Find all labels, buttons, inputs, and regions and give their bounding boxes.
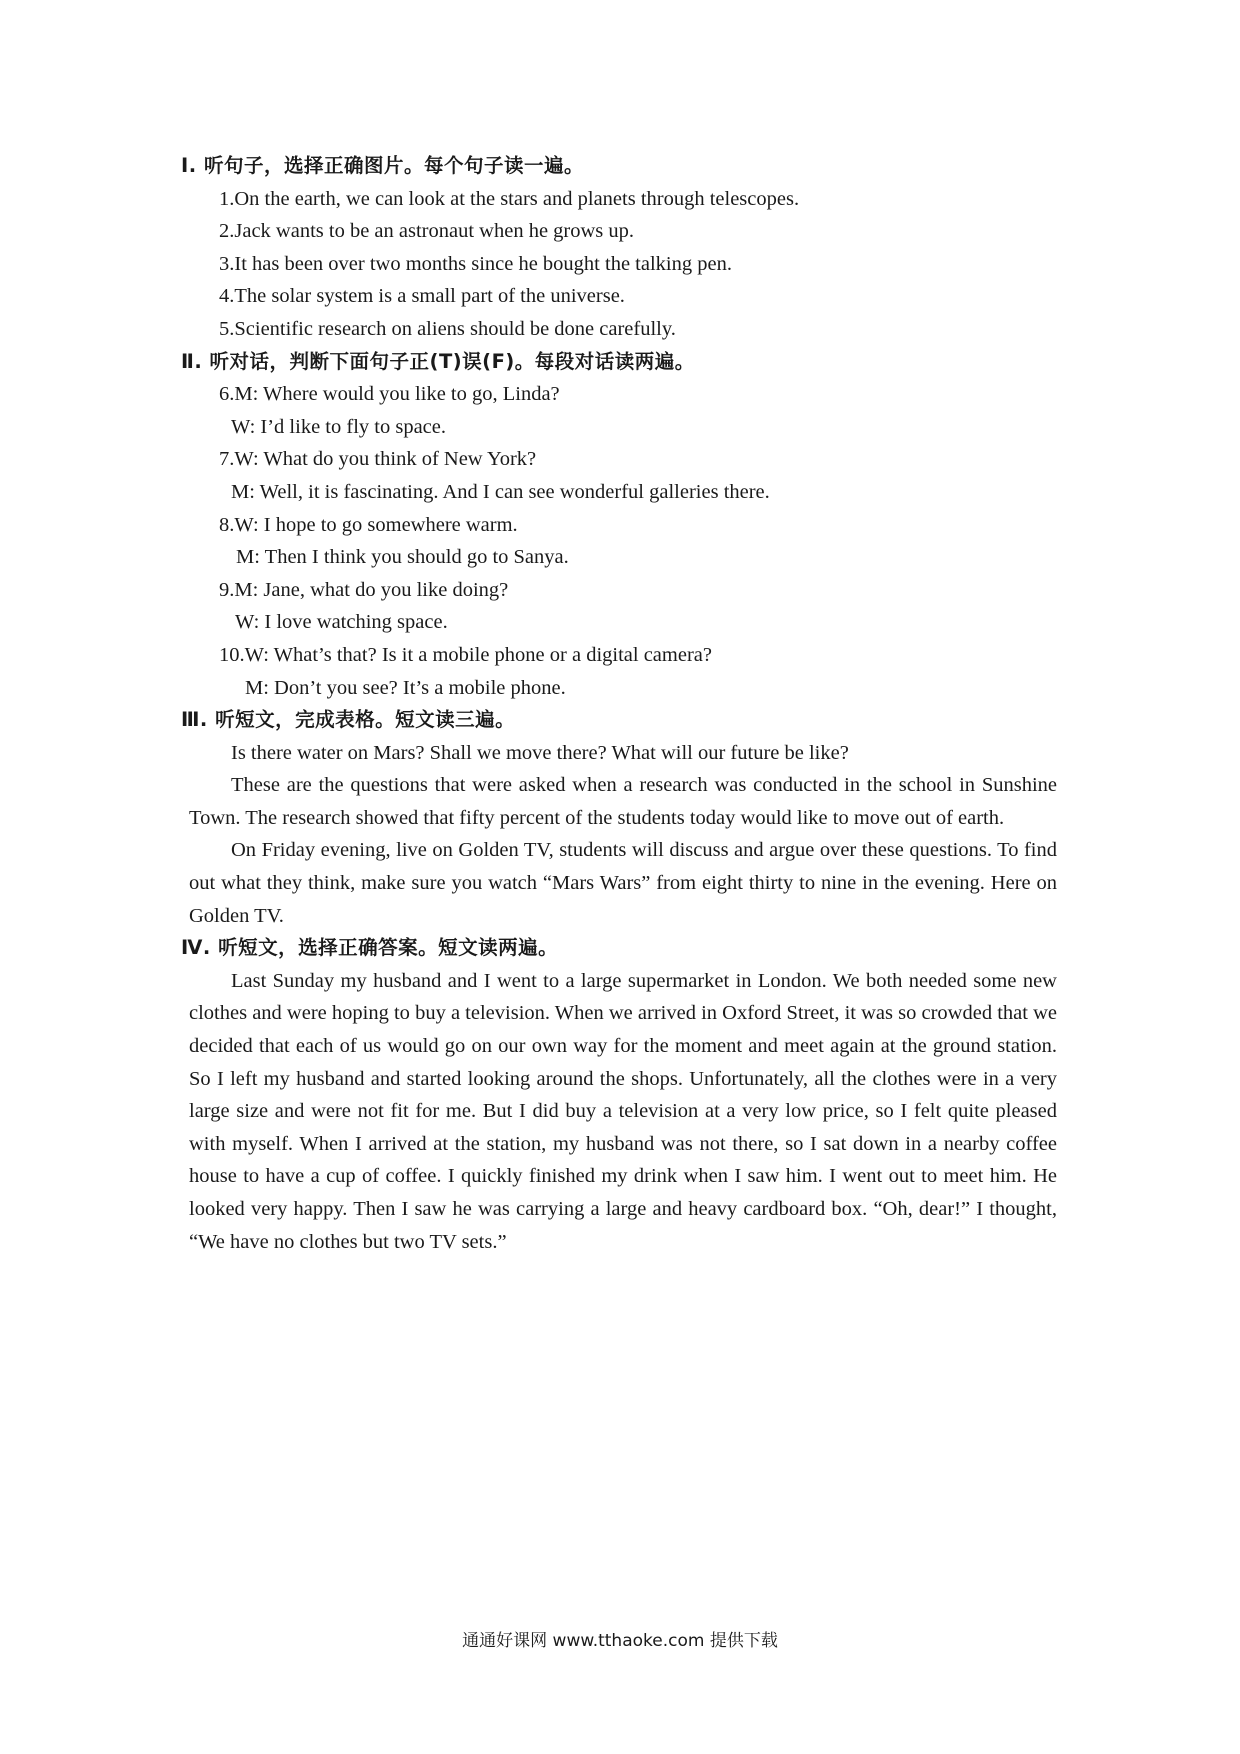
sentence-item-3: 3.It has been over two months since he bought the talking pen.: [219, 252, 732, 275]
dialogue-6-line-1: 6.M: Where would you like to go, Linda?: [219, 383, 560, 406]
dialogue-7-line-2: M: Well, it is fascinating. And I can see wonderful galleries there.: [231, 480, 770, 503]
passage-4-paragraph-1: Last Sunday my husband and I went to a large supermarket in London. We both needed some new clothes and were hoping to buy a television. When we arrived in Oxford Street, it was so crowded that we decided that each of us would go on our own way for the moment and meet again at the ground station. So I left my husband and started looking around the shops. Unfortunately, all the clothes were in a very large size and were not fit for me. But I did buy a television at a very low price, so I felt quite pleased with myself. When I arrived at the station, my husband was not there, so I sat down in a nearby coffee house to have a cup of coffee. I quickly finished my drink when I saw him. I went out to meet him. He looked very happy. Then I saw he was carrying a large and heavy cardboard box. “Oh, dear!” I thought, “We have no clothes but two TV sets.”: [189, 969, 1057, 1253]
section-2-heading: Ⅱ. 听对话，判断下面句子正(T)误(F)。每段对话读两遍。: [181, 349, 695, 373]
dialogue-9-line-2: W: I love watching space.: [235, 611, 448, 634]
dialogue-8-line-1: 8.W: I hope to go somewhere warm.: [219, 513, 518, 536]
sentence-item-5: 5.Scientific research on aliens should be done carefully.: [219, 317, 676, 340]
sentence-item-2: 2.Jack wants to be an astronaut when he grows up.: [219, 220, 635, 243]
dialogue-10-line-2: M: Don’t you see? It’s a mobile phone.: [245, 676, 566, 699]
sentence-item-4: 4.The solar system is a small part of the universe.: [219, 285, 625, 308]
dialogue-9-line-1: 9.M: Jane, what do you like doing?: [219, 578, 509, 601]
dialogue-10-line-1: 10.W: What’s that? Is it a mobile phone or a digital camera?: [219, 643, 712, 666]
document-content: [181, 150, 1057, 1258]
section-1-heading: Ⅰ. 听句子，选择正确图片。每个句子读一遍。: [181, 154, 584, 177]
section-3-heading: Ⅲ. 听短文，完成表格。短文读三遍。: [181, 708, 516, 732]
sentence-item-1: 1.On the earth, we can look at the stars and planets through telescopes.: [219, 187, 800, 210]
passage-3-paragraph-2: These are the questions that were asked when a research was conducted in the school in Sunshine Town. The research showed that fifty percent of the students today would like to move out of earth.: [189, 774, 1057, 829]
dialogue-7-line-1: 7.W: What do you think of New York?: [219, 448, 537, 471]
dialogue-6-line-2: W: I’d like to fly to space.: [231, 415, 446, 438]
section-4-heading: Ⅳ. 听短文，选择正确答案。短文读两遍。: [181, 936, 559, 960]
passage-3-paragraph-3: On Friday evening, live on Golden TV, students will discuss and argue over these questions. To find out what they think, make sure you watch “Mars Wars” from eight thirty to nine in the evening. Here on Golden TV.: [189, 839, 1057, 927]
passage-3-paragraph-1: Is there water on Mars? Shall we move there? What will our future be like?: [231, 741, 849, 764]
dialogue-8-line-2: M: Then I think you should go to Sanya.: [236, 546, 569, 569]
footer-source-credit: 通通好课网 www.tthaoke.com 提供下载: [462, 1631, 778, 1651]
